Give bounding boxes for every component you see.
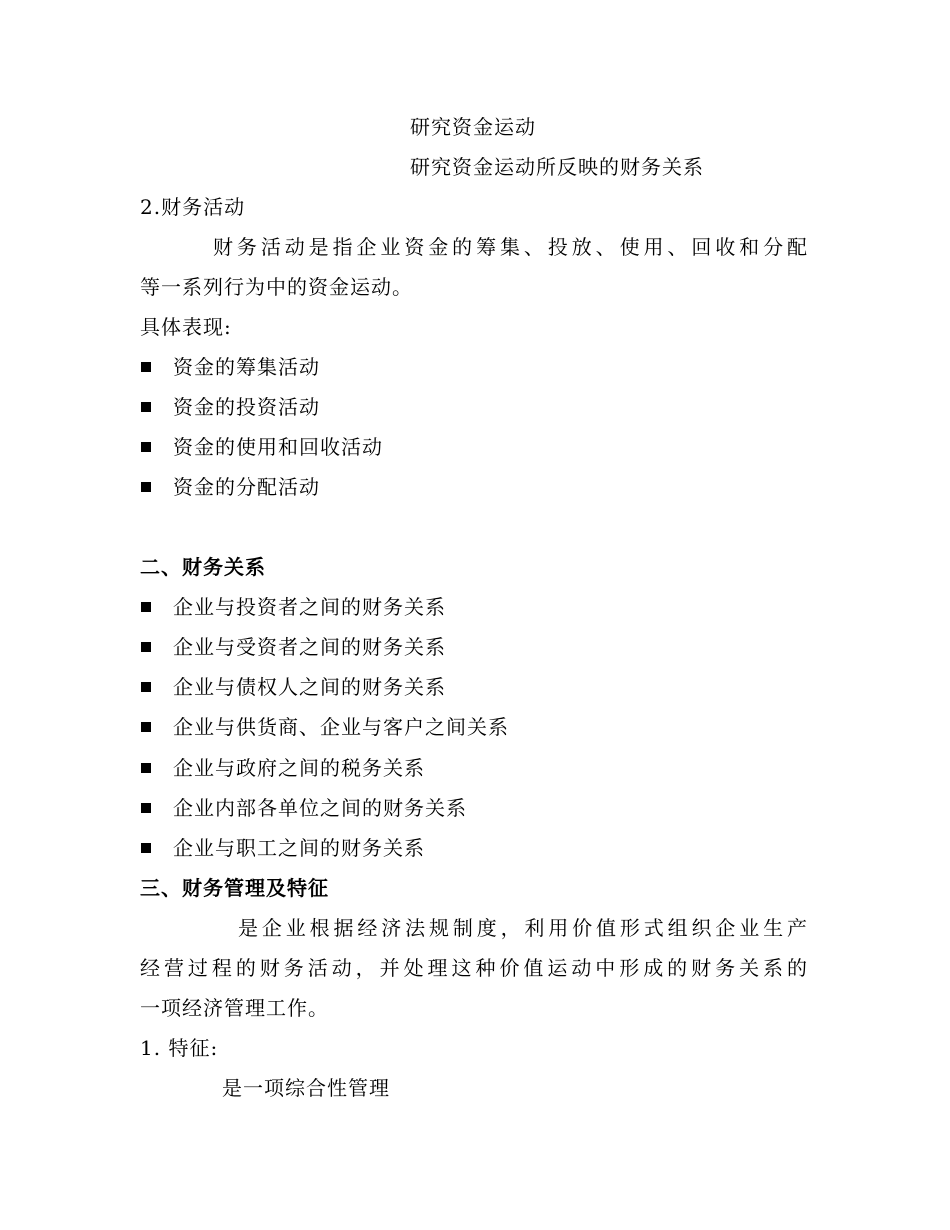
bullet-icon [141, 482, 151, 492]
relation-item: 企业与债权人之间的财务关系 [173, 675, 446, 699]
activity-item: 资金的筹集活动 [173, 355, 320, 379]
bullet-icon [141, 362, 151, 372]
manifestations-label: 具体表现: [140, 315, 232, 339]
features-label: 1. 特征: [140, 1036, 219, 1060]
management-definition-line3: 一项经济管理工作。 [140, 996, 329, 1020]
bullet-icon [141, 763, 151, 773]
bullet-icon [141, 803, 151, 813]
note-research-capital-flow: 研究资金运动 [410, 115, 536, 139]
bullet-icon [141, 402, 151, 412]
relation-item: 企业与受资者之间的财务关系 [173, 635, 446, 659]
bullet-icon [141, 722, 151, 732]
activity-item: 资金的分配活动 [173, 475, 320, 499]
activity-item: 资金的投资活动 [173, 395, 320, 419]
bullet-icon [141, 642, 151, 652]
note-research-financial-relations: 研究资金运动所反映的财务关系 [410, 155, 704, 179]
bullet-icon [141, 602, 151, 612]
section-heading-financial-relations: 二、财务关系 [140, 555, 266, 579]
activity-item: 资金的使用和回收活动 [173, 435, 383, 459]
bullet-icon [141, 682, 151, 692]
financial-activities-definition-line1: 财务活动是指企业资金的筹集、投放、使用、回收和分配 [213, 235, 808, 259]
bullet-icon [141, 442, 151, 452]
relation-item: 企业与投资者之间的财务关系 [173, 595, 446, 619]
financial-activities-definition-line2: 等一系列行为中的资金运动。 [140, 275, 413, 299]
relation-item: 企业与职工之间的财务关系 [173, 836, 425, 860]
management-definition-line1: 是企业根据经济法规制度，利用价值形式组织企业生产 [238, 916, 808, 940]
feature-item: 是一项综合性管理 [222, 1076, 390, 1100]
section-heading-financial-management: 三、财务管理及特征 [140, 876, 329, 900]
bullet-icon [141, 843, 151, 853]
section-heading-financial-activities: 2.财务活动 [140, 195, 246, 219]
relation-item: 企业与供货商、企业与客户之间关系 [173, 715, 509, 739]
management-definition-line2: 经营过程的财务活动，并处理这种价值运动中形成的财务关系的 [140, 956, 808, 980]
relation-item: 企业与政府之间的税务关系 [173, 756, 425, 780]
relation-item: 企业内部各单位之间的财务关系 [173, 796, 467, 820]
